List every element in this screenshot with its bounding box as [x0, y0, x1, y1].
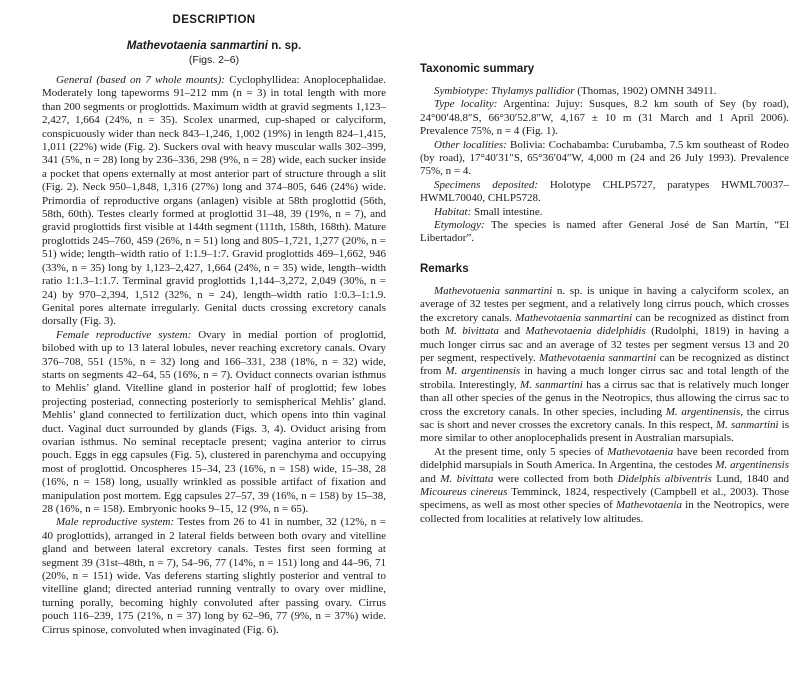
- italic-text: Didelphis albiventris: [617, 472, 712, 485]
- body-text: were collected from both: [493, 472, 618, 485]
- body-text: has a cirrus sac that is relatively much longer than all other species of the genus in the Neotropics, thus allowing the cirrus sac to cross the excretory canals. In other species, including: [420, 378, 790, 418]
- paragraph: [420, 206, 789, 219]
- body-text: can be recognized as distinct from: [420, 351, 789, 378]
- body-text: The species is named after General José de San Martín, “El Libertador”.: [420, 219, 789, 245]
- body-text: Cyclophyllidea: Anoplocephalidae. Moderately long tapeworms 91–212 mm (n = 3) in total length with more than 200 segments or proglottids. Maximum width at gravid segments 1,123–2,427, 1,664 (24%, n = 35). Scolex unarmed, cup-shaped or calyciform, conspicuously wider than neck 843–1,246, 1,002 (19%) in length 824–1,415, 1,011 (22%) wide (Fig. 2). Suckers oval with heavy muscular walls 302–399, 341 (5%, n = 28) long by 236–336, 298 (9%, n = 28) wide, each sucker inside a pocket that opens externally at most anterior part of structure through a slit (Fig. 2). Neck 950–1,848, 1,316 (27%) long and 374–805, 646 (24%) wide. Primordia of reproductive organs (anlagen) visible at 58th proglottid (56th, 58th, 60th). Testes clearly formed at proglottid 31–48, 39 (19%, n = 7), and gravid proglottids first visible at 144th segment (111th, 158th, 168th). Mature proglottids 245–760, 459 (26%, n = 51) long and 805–1,721, 1,277 (20%, n = 51) wide; length–width ratio of 1:1.9–1:7. Gravid proglottids 469–1,662, 946 (33%, n = 35) long by 1,123–2,427, 1,664 (24%, n = 35) wide, length–width ratio 1:1.3–1:1.7. Terminal gravid proglottids 1,144–3,272, 2,049 (30%, n = 24) by 970–2,394, 1,512 (32%, n = 24), length–width ratio 1:0.3–1:1.9. Genital pores alternate irregularly. Genital ducts crossing excretory canals dorsally (Fig. 3).: [42, 74, 386, 328]
- species-name: Mathevotaenia sanmartini: [126, 40, 268, 52]
- taxonomic-summary-heading: Taxonomic summary: [420, 63, 535, 75]
- species-title-suffix: n. sp.: [268, 40, 302, 52]
- italic-text: Mathevotaenia sanmartini: [539, 351, 657, 364]
- italic-text: Symbiotype: Thylamys pallidior: [434, 85, 575, 97]
- remarks-section: [420, 263, 789, 526]
- right-column: [420, 63, 789, 526]
- body-text: Lund, 1840 and: [711, 472, 789, 485]
- paragraph: [420, 139, 789, 179]
- paragraph: [420, 219, 789, 246]
- paragraph: [420, 285, 789, 446]
- body-text: and: [498, 325, 526, 338]
- italic-text: M. sanmartini: [519, 378, 583, 391]
- body-text: n. sp. is unique in having a calyciform scolex, an average of 32 testes per segment, and a relatively long cirrus pouch, which crosses the excretory canals.: [420, 284, 789, 324]
- body-text: is more similar to other anoplocephalids present in Australian marsupials.: [420, 418, 789, 445]
- paragraph: [42, 74, 386, 329]
- body-text: and: [420, 472, 441, 485]
- remarks-heading: Remarks: [420, 262, 469, 275]
- italic-text: Etymology:: [434, 219, 485, 232]
- body-text: Argentina: Jujuy: Susques, 8.2 km south of Sey (by road), 24°00′48.8″S, 66°30′52.8″W, 4,167 ± 10 m (31 March and 1 April 2006). Prevalence 75%, n = 4 (Fig. 1).: [420, 98, 790, 138]
- italic-text: Mathevotaenia: [607, 445, 674, 458]
- italic-text: Micoureus cinereus: [420, 485, 508, 498]
- remarks-paragraphs: [420, 285, 789, 526]
- italic-text: Male reproductive system:: [56, 516, 175, 529]
- body-text: Ovary in medial portion of proglottid, bilobed with up to 13 lateral lobules, never reaching excretory canals. Ovary 376–708, 551 (15%, n = 32) long and 166–331, 238 (18%, n = 32) wide, starts on segments 42–64, 55 (16%, n = 7). Oviduct connects ovarian isthmus to Mehlis’ gland. Vitelline gland in posterior half of proglottid; few lobes projecting posteriad, connecting posteriorly to semispherical Mehlis’ gland. Mehlis’ gland connected to fertilization duct, which opens into thin vaginal duct. Vaginal duct surrounded by glands (Figs. 3, 4). Oviduct arising from ovarian isthmus. No seminal receptacle present; vagina anterior to cirrus pouch. Eggs in egg capsules (Fig. 5), clustered in parenchyma and occupying most of proglottid. Oncospheres 15–34, 23 (16%, n = 158) wide, 15–38, 28 (16%, n = 158) long, usually wrinkled as possible artifact of fixation and manipulation post mortem. Egg capsules 27–57, 39 (16%, n = 158) by 15–38, 28 (16%, n = 158). Embryonic hooks 9–15, 12 (9%, n = 65).: [42, 328, 386, 515]
- body-text: (Thomas, 1902) OMNH 34911.: [574, 85, 717, 97]
- body-text: in having a much longer cirrus sac and total length of the strobila. Interestingly,: [420, 365, 789, 391]
- taxonomic-summary-section: [420, 63, 789, 246]
- section-title-description: DESCRIPTION: [172, 14, 256, 26]
- italic-text: Mathevotaenia: [616, 499, 682, 512]
- body-text: Holotype CHLP5727, paratypes HWML70037–HWML70040, CHLP5728.: [420, 178, 790, 205]
- italic-text: Mathevotaenia didelphidis: [525, 325, 646, 338]
- paragraph: [42, 516, 386, 637]
- italic-text: M. argentinensis: [445, 365, 521, 378]
- body-text: Small intestine.: [471, 205, 543, 218]
- body-text: At the present time, only 5 species of: [434, 445, 608, 458]
- species-title: [42, 40, 386, 53]
- paragraph: [420, 98, 789, 138]
- italic-text: M. bivittata: [440, 472, 494, 485]
- italic-text: Habitat:: [434, 205, 472, 218]
- taxonomic-summary-paragraphs: [420, 85, 789, 246]
- body-text: Temminck, 1824, respectively (Campbell et al., 2003). Those specimens, as well as most other species of: [420, 485, 790, 512]
- body-text: can be recognized as distinct from both: [420, 311, 789, 338]
- body-text: , the cirrus sac is short and never crosses the excretory canals. In this respect,: [420, 405, 790, 431]
- italic-text: M. argentinensis: [715, 459, 790, 472]
- paragraph: [420, 179, 789, 206]
- description-paragraphs: [42, 74, 386, 637]
- italic-text: Specimens deposited:: [434, 178, 539, 191]
- body-text: in the Neotropics, were collected from localities at relatively low altitudes.: [420, 499, 789, 525]
- body-text: Bolivia: Cochabamba: Curubamba, 7.5 km southeast of Rodeo (by road), 17°40′31″S, 65°36′04″W, 4,000 m (24 and 26 July 1993). Prevalence 75%, n = 4.: [420, 138, 789, 178]
- italic-text: Mathevotaenia sanmartini: [434, 284, 553, 297]
- italic-text: Type locality:: [434, 98, 498, 111]
- body-text: (Rudolphi, 1819) in having a much longer cirrus sac and an average of 32 testes per segment versus 13 and 20 per segment, respectively.: [420, 325, 790, 364]
- paragraph: [420, 85, 789, 98]
- left-column: [42, 14, 386, 637]
- italic-text: M. sanmartini: [716, 418, 779, 431]
- body-text: Testes from 26 to 41 in number, 32 (12%, n = 40 proglottids), arranged in 2 lateral fields between both ovary and vitelline gland and between lateral excretory canals. Testes first seen forming at segment 39 (31st–48th, n = 7), 54–96, 77 (14%, n = 151) long and 44–96, 71 (20%, n = 151) wide. Vas deferens starting slightly posterior and ventral to vitelline gland; directed anteriad running ventrally to ovary over midline, turning porally, becoming highly convoluted after passing ovary. Cirrus pouch 116–239, 175 (21%, n = 37) long by 62–96, 77 (9%, n = 37%) wide. Cirrus spinose, convoluted when invaginated (Fig. 6).: [42, 516, 386, 636]
- italic-text: M. bivittata: [444, 325, 499, 338]
- italic-text: Female reproductive system:: [56, 328, 192, 341]
- italic-text: Other localities:: [434, 138, 507, 151]
- italic-text: M. argentinensis: [665, 405, 741, 418]
- italic-text: Mathevotaenia sanmartini: [515, 311, 633, 324]
- body-text: have been recorded from didelphid marsupials in South America. In Argentina, the cestodes: [420, 445, 789, 472]
- paragraph: [42, 329, 386, 517]
- italic-text: General (based on 7 whole mounts):: [56, 74, 225, 86]
- paragraph: [420, 446, 789, 526]
- figs-reference: (Figs. 2–6): [188, 54, 240, 66]
